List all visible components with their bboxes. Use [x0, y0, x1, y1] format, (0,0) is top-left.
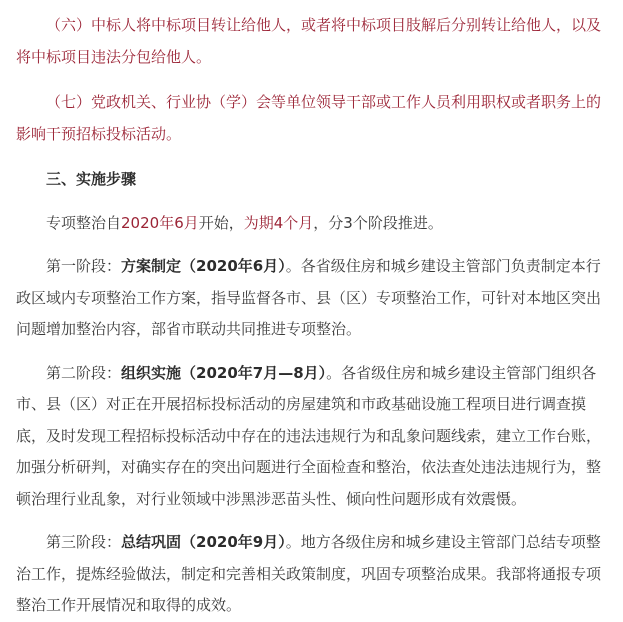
phase-1-label: 第一阶段：	[46, 257, 122, 275]
phase-2-label: 第二阶段：	[46, 363, 122, 382]
intro-duration: 为期4个月	[243, 213, 314, 232]
intro-start-date: 2020年6月	[121, 213, 199, 232]
phase-2-paragraph	[16, 358, 613, 516]
phase-3-label: 第三阶段：	[46, 533, 122, 551]
phase-2-body: 。各省级住房和城乡建设主管部门组织各市、县（区）对正在开展招标投标活动的房屋建筑和市政基础设施工程项目进行调查摸底，及时发现工程招标投标活动中存在的违法违规行为和乱象问题线索，建立工作台账，加强分析研判，对确实存在的突出问题进行全面检查和整治，依法查处违法违规行为，整顿治理行业乱象，对行业领域中涉黑涉恶苗头性、倾向性问题形成有效震慑。	[16, 363, 602, 508]
item-6-paragraph: （六）中标人将中标项目转让给他人，或者将中标项目肢解后分别转让给他人，以及将中标项目违法分包给他人。	[16, 16, 602, 66]
intro-suffix: ，分3个阶段推进。	[313, 213, 443, 232]
phase-1-title: 方案制定（2020年6月）	[121, 257, 286, 275]
phase-3-title: 总结巩固（2020年9月）	[121, 533, 286, 551]
item-7-paragraph: （七）党政机关、行业协（学）会等单位领导干部或工作人员利用职权或者职务上的影响干预招标投标活动。	[16, 93, 602, 143]
intro-middle: 开始，	[198, 213, 244, 232]
intro-prefix: 专项整治自	[46, 213, 122, 232]
intro-paragraph	[16, 208, 613, 240]
section-3-heading: 三、实施步骤	[46, 170, 137, 188]
phase-1-body: 。各省级住房和城乡建设主管部门负责制定本行政区域内专项整治工作方案，指导监督各市、县（区）专项整治工作，可针对本地区突出问题增加整治内容，部省市联动共同推进专项整治。	[16, 257, 602, 338]
phase-3-body: 。地方各级住房和城乡建设主管部门总结专项整治工作，提炼经验做法，制定和完善相关政策制度，巩固专项整治成果。我部将通报专项整治工作开展情况和取得的成效。	[16, 533, 602, 614]
phase-1-paragraph	[16, 251, 613, 346]
phase-2-title: 组织实施（2020年7月—8月）	[121, 363, 327, 382]
phase-3-paragraph	[16, 527, 613, 622]
